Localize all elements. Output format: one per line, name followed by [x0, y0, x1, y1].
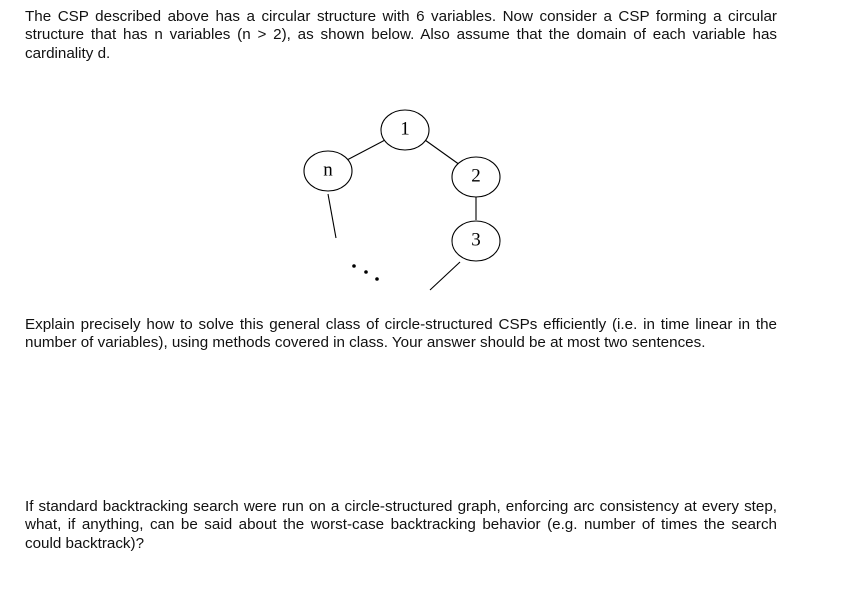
node-3: [452, 221, 500, 261]
question-2-paragraph: If standard backtracking search were run on a circle-structured graph, enforcing arc consistency at every step, what, if anything, can be said about the worst-case backtracking behavior (e.g. number of times the search could backtrack)?: [25, 498, 777, 552]
edge-1-2: [425, 140, 460, 165]
question-1-paragraph: Explain precisely how to solve this general class of circle-structured CSPs efficiently (i.e. in time linear in the number of variables), using methods covered in class. Your answer should be at most two sentences.: [25, 316, 777, 352]
node-2: [452, 157, 500, 197]
node-n: [304, 151, 352, 191]
node-label-3: 3: [471, 229, 481, 251]
ellipsis-dot-1: [352, 264, 356, 268]
node-1: [381, 110, 429, 150]
node-label-1: 1: [400, 118, 410, 140]
node-label-n: n: [323, 159, 333, 181]
node-label-2: 2: [471, 165, 481, 187]
edge-3-open: [430, 262, 460, 290]
ellipsis-dot-3: [375, 277, 379, 281]
intro-paragraph: The CSP described above has a circular structure with 6 variables. Now consider a CSP forming a circular structure that has n variables (n > 2), as shown below. Also assume that the domain of each variable has cardinality d.: [25, 8, 777, 62]
ellipsis-dot-2: [364, 270, 368, 274]
edge-n-open: [328, 194, 336, 238]
edge-n-1: [347, 140, 385, 160]
